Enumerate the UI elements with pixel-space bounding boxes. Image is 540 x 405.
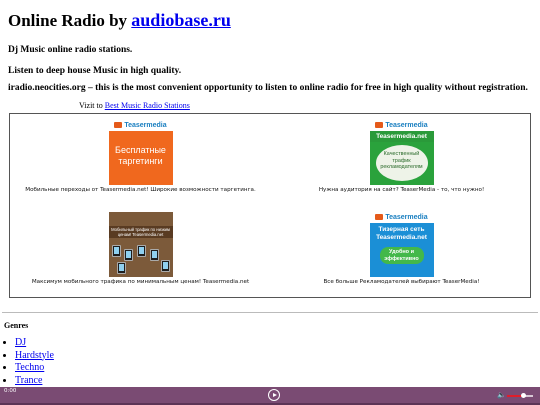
ad-banner-1[interactable] [109,120,173,185]
phone-image [117,262,126,274]
ad-banner-4[interactable] [370,212,434,277]
phone-image [112,245,121,257]
ad-caption[interactable]: Нужна аудитория на сайт? TeaserMedia - то, что нужно! [318,187,485,193]
banner-text: Бесплатные таргетинги [109,131,173,185]
ad-block [9,113,531,298]
visit-prefix: Vizit to [79,101,105,110]
genre-link-hardstyle[interactable]: Hardstyle [15,349,54,361]
phone-image [150,249,159,261]
intro-line-3: iradio.neocities.org – this is the most convenient opportunity to listen to online radio for free in high quality without registration. [8,83,528,93]
volume-icon[interactable]: 🔈 [497,391,506,399]
brand-name: Teasermedia [385,122,428,129]
list-item [15,337,54,350]
ad-caption[interactable]: Все больше Рекламодателей выбирают TeaserMedia! [323,279,480,285]
intro-line-2: Listen to deep house Music in high quality. [8,66,182,76]
best-radio-stations-link[interactable]: Best Music Radio Stations [104,101,190,110]
teasermedia-logo [109,120,173,131]
ad-item-3[interactable] [10,212,271,285]
page-title [8,10,231,31]
list-item [15,375,54,388]
banner-pill: Удобно и эффективно [380,247,424,264]
banner-text: Тизерная сеть Teasermedia.net [376,226,427,241]
banner-text: Мобильный трафик по низким ценам! Teasermedia.net [109,226,173,238]
ad-caption[interactable]: Максимум мобильного трафика по минимальным ценам! Teasermedia.net [31,279,250,285]
audio-player [0,387,540,405]
banner-body [370,142,434,185]
phone-image [161,260,170,272]
audiobase-link[interactable]: audiobase.ru [131,10,231,30]
genre-link-dj[interactable]: DJ [15,337,27,348]
volume-handle[interactable] [521,393,526,398]
ad-item-2[interactable] [271,120,532,193]
phone-image [124,249,133,261]
ad-banner-2[interactable] [370,120,434,185]
title-prefix: Online Radio by [8,11,132,30]
ad-banner-3[interactable] [109,212,173,277]
time-display: 0:00 [4,388,17,394]
divider [2,312,538,313]
banner-head: Teasermedia.net [370,131,434,142]
volume-slider[interactable] [507,395,533,397]
brand-name: Teasermedia [124,122,167,129]
banner-text: Качественный трафик рекламодателям [376,145,428,181]
genres-list [0,337,54,387]
intro-line-1: Dj Music online radio stations. [8,45,133,55]
banner-body [370,223,434,277]
genres-heading: Genres [4,321,29,330]
genre-link-trance[interactable]: Trance [15,374,43,386]
ad-item-4[interactable] [271,212,532,285]
teasermedia-logo [370,212,434,223]
phone-image [137,245,146,257]
teasermedia-logo [370,120,434,131]
visit-line [79,101,190,110]
list-item [15,362,54,375]
teasermedia-mark-icon [114,122,122,128]
phones-photo [109,212,173,277]
genre-link-techno[interactable]: Techno [15,362,45,373]
teasermedia-mark-icon [375,122,383,128]
ad-item-1[interactable] [10,120,271,193]
brand-name: Teasermedia [385,214,428,221]
ad-caption[interactable]: Мобильные переходы от Teasermedia.net! Широкие возможности таргетинга. [25,187,256,193]
play-icon[interactable] [268,389,280,401]
teasermedia-mark-icon [375,214,383,220]
list-item [15,350,54,363]
